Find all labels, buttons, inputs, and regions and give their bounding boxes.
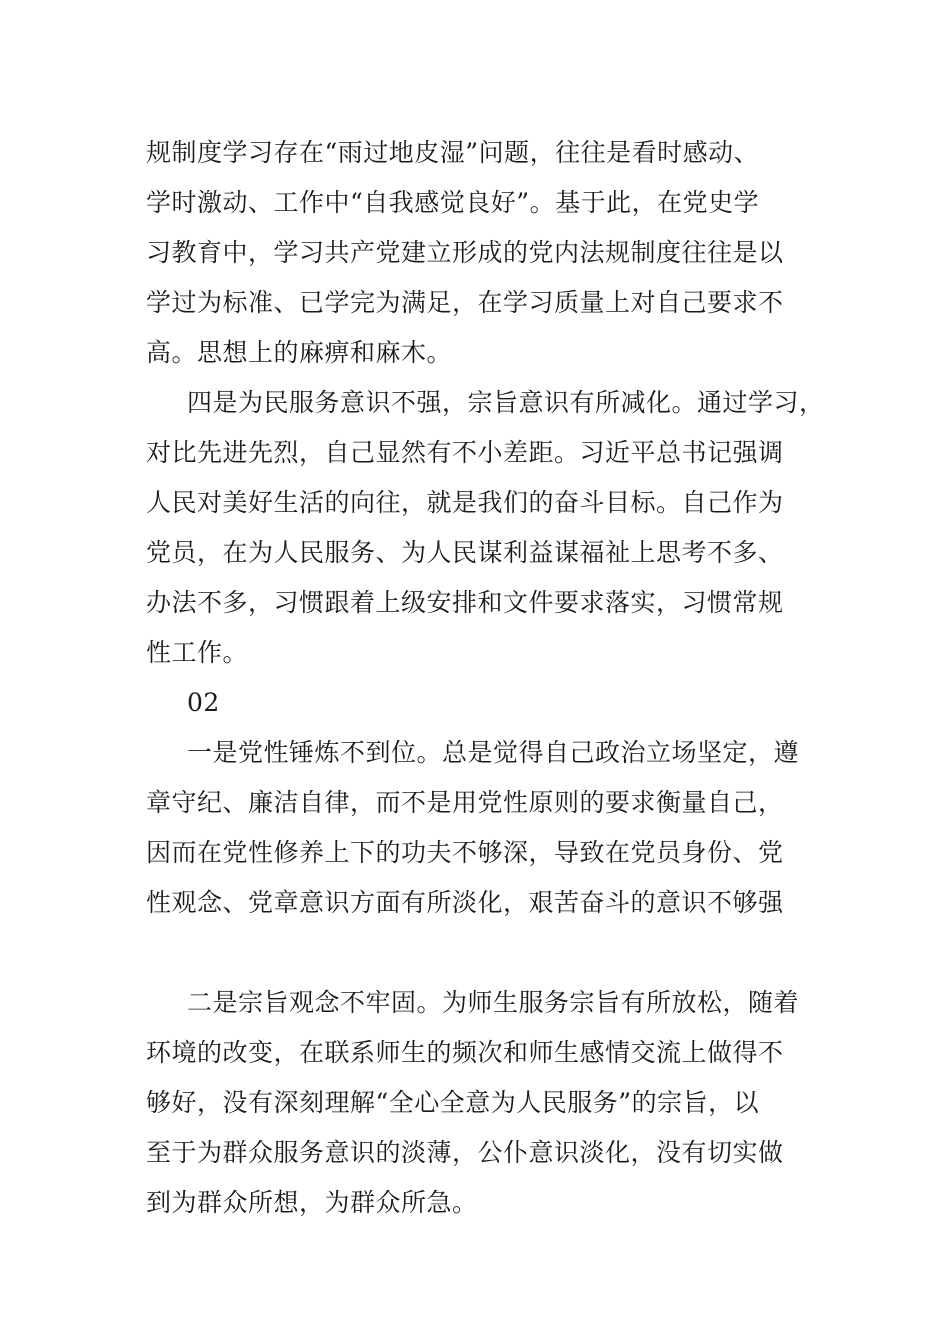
paragraph-1-line-3: 习教育中，学习共产党建立形成的党内法规制度往往是以 [146, 238, 784, 267]
paragraph-4-line-1: 二是宗旨观念不牢固。为师生服务宗旨有所放松，随着 [187, 988, 800, 1017]
paragraph-1-line-5: 高。思想上的麻痹和麻木。 [146, 338, 453, 367]
section-number: 02 [187, 688, 220, 717]
paragraph-4-line-5: 到为群众所想，为群众所急。 [146, 1188, 478, 1217]
paragraph-3-line-4: 性观念、党章意识方面有所淡化，艰苦奋斗的意识不够强 [146, 888, 784, 917]
paragraph-1-line-2: 学时激动、工作中“自我感觉良好”。基于此，在党史学 [146, 188, 760, 217]
paragraph-2-line-6: 性工作。 [146, 638, 249, 667]
paragraph-1-line-1: 规制度学习存在“雨过地皮湿”问题，往往是看时感动、 [146, 138, 760, 167]
paragraph-3-line-1: 一是党性锤炼不到位。总是觉得自己政治立场坚定，遵 [187, 738, 800, 767]
paragraph-2-line-5: 办法不多，习惯跟着上级安排和文件要求落实，习惯常规 [146, 588, 784, 617]
paragraph-1-line-4: 学过为标准、已学完为满足，在学习质量上对自己要求不 [146, 288, 784, 317]
paragraph-3-line-3: 因而在党性修养上下的功夫不够深，导致在党员身份、党 [146, 838, 784, 867]
paragraph-3-line-2: 章守纪、廉洁自律，而不是用党性原则的要求衡量自己， [146, 788, 784, 817]
paragraph-4-line-2: 环境的改变，在联系师生的频次和师生感情交流上做得不 [146, 1038, 784, 1067]
paragraph-4-line-4: 至于为群众服务意识的淡薄，公仆意识淡化，没有切实做 [146, 1138, 784, 1167]
paragraph-2-line-4: 党员，在为人民服务、为人民谋利益谋福祉上思考不多、 [146, 538, 784, 567]
paragraph-2-line-1: 四是为民服务意识不强，宗旨意识有所减化。通过学习， [187, 388, 825, 417]
paragraph-4-line-3: 够好，没有深刻理解“全心全意为人民服务”的宗旨，以 [146, 1088, 760, 1117]
paragraph-2-line-3: 人民对美好生活的向往，就是我们的奋斗目标。自己作为 [146, 488, 784, 517]
paragraph-2-line-2: 对比先进先烈，自己显然有不小差距。习近平总书记强调 [146, 438, 784, 467]
